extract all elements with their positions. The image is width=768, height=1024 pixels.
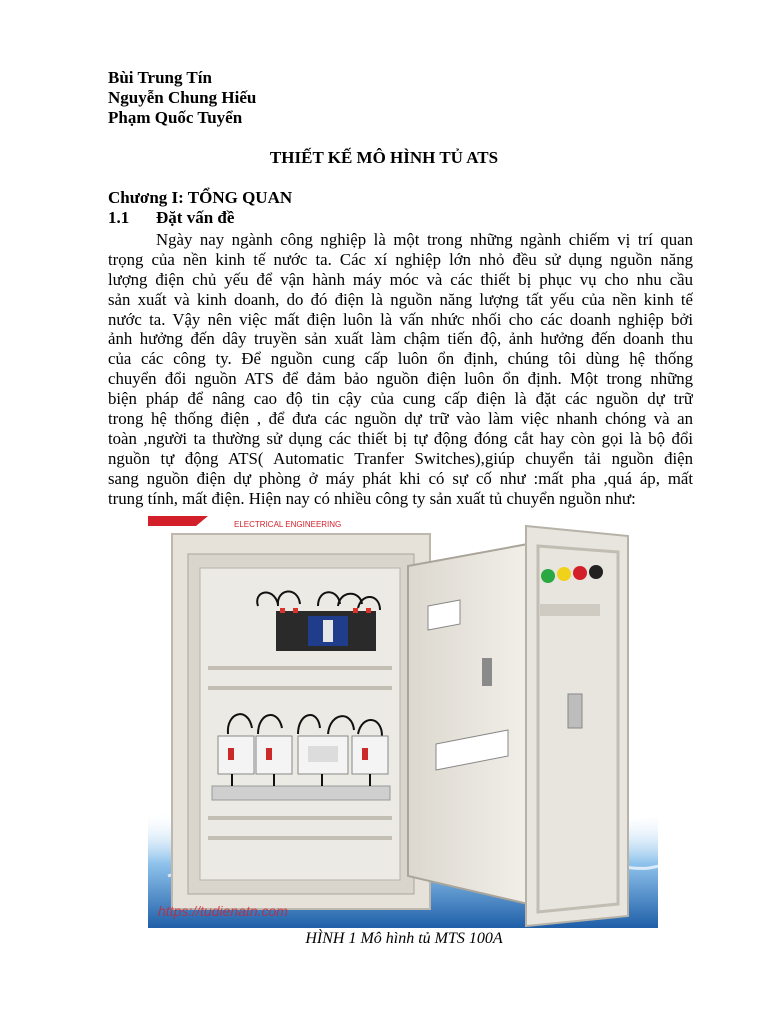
- inner-door: [408, 544, 528, 904]
- watermark-text: https://tudienatn.com: [158, 903, 288, 919]
- paragraph-line: chuyển đổi nguồn ATS để đảm bảo nguồn điện luôn ổn định. Một trong những: [108, 369, 693, 389]
- section-heading: [108, 208, 234, 228]
- paragraph-line: trong hệ thống điện , để đưa các nguồn dự trữ vào làm việc nhanh chóng và an: [108, 409, 693, 429]
- author-name: Nguyễn Chung Hiếu: [108, 88, 257, 107]
- indicator-light-green: [541, 569, 555, 583]
- paragraph-line: sang nguồn điện dự phòng ở máy phát khi có sự cố như :mất pha ,quá áp, mất: [108, 468, 693, 488]
- paragraph-line: sản xuất và kinh doanh, do đó điện là nguồn năng lượng tất yếu của nền kinh tế: [108, 289, 693, 309]
- paragraph-line: lượng điện chủ yếu để vận hành máy móc và các thiết bị phục vụ cho nhu cầu: [108, 269, 693, 289]
- paragraph-line: ảnh hưởng đến dây truyền sản xuất làm chậm tiến độ, ảnh hưởng đến doanh thu: [108, 329, 693, 349]
- document-title: THIẾT KẾ MÔ HÌNH TỦ ATS: [269, 148, 499, 167]
- author-name: Bùi Trung Tín: [108, 68, 212, 87]
- section-title: Đặt vấn đề: [156, 208, 235, 227]
- indicator-light-black: [589, 565, 603, 579]
- paragraph-line: biện pháp để nâng cao độ tin cậy của cung cấp điện là đặt các nguồn dự trữ: [108, 389, 693, 409]
- figure-caption: HÌNH 1 Mô hình tủ MTS 100A: [305, 930, 503, 947]
- chapter-heading: Chương I: TỔNG QUAN: [108, 188, 293, 207]
- paragraph-line: nước ta. Vậy nên việc mất điện luôn là vấn nhức nhối cho các doanh nghiệp bởi: [108, 309, 693, 329]
- paragraph-line: của các công ty. Để nguồn cung cấp luôn ổn định, chúng tôi dùng hệ thống: [108, 349, 693, 369]
- banner-text: ELECTRICAL ENGINEERING: [234, 520, 342, 529]
- body-paragraph: [108, 230, 693, 508]
- indicator-light-yellow: [557, 567, 571, 581]
- breaker-row: [218, 736, 388, 774]
- lock-handle: [568, 694, 582, 728]
- paragraph-line: toàn ,người ta thường sử dụng các thiết bị tự động đóng cắt hay còn gọi là bộ đổi: [108, 428, 693, 448]
- section-number: 1.1: [108, 208, 130, 227]
- paragraph-line: trung tính, mất điện. Hiện nay có nhiều công ty sản xuất tủ chuyển nguồn như:: [108, 488, 636, 508]
- cabinet-photo: [148, 516, 658, 928]
- indicator-light-red: [573, 566, 587, 580]
- author-name: Phạm Quốc Tuyển: [108, 108, 243, 127]
- paragraph-line: trọng của nền kinh tế nước ta. Các xí nghiệp lớn nhỏ đều sử dụng nguồn năng: [108, 249, 693, 269]
- banner-stripe: [148, 516, 208, 526]
- paragraph-line: Ngày nay ngành công nghiệp là một trong những ngành chiếm vị trí quan: [156, 230, 693, 249]
- author-list: [108, 68, 256, 128]
- door-handle: [482, 658, 492, 686]
- paragraph-line: nguồn tự động ATS( Automatic Tranfer Switches),giúp chuyển tải nguồn điện: [108, 448, 693, 468]
